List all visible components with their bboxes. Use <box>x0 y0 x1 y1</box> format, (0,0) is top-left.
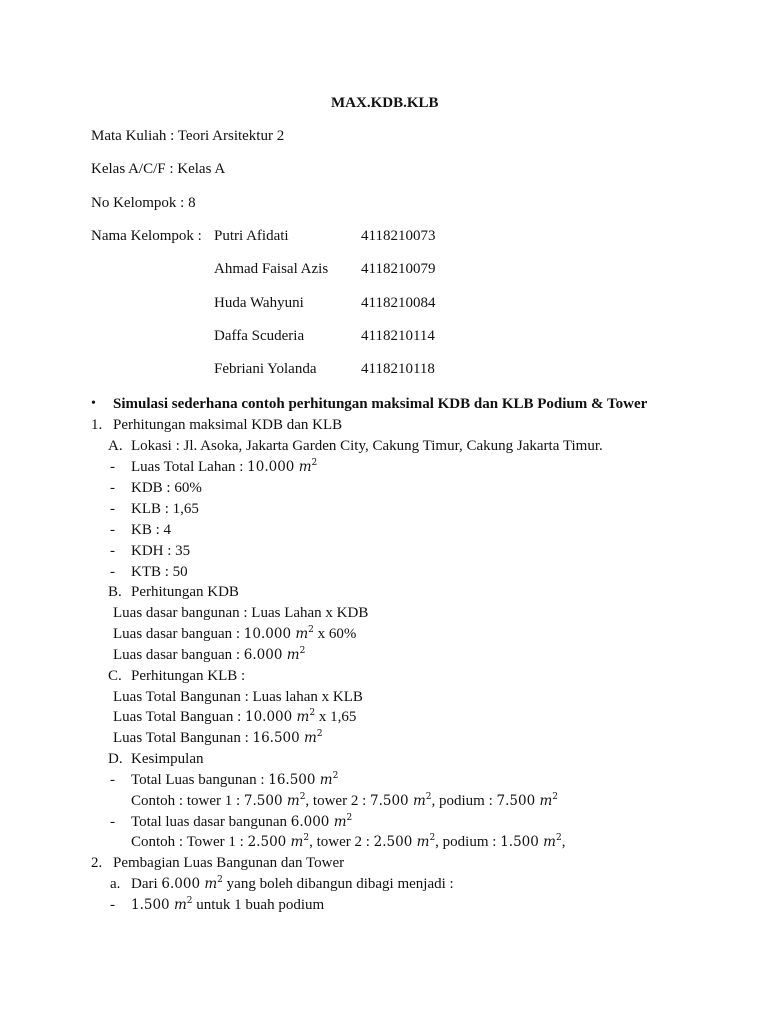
member-name: Febriani Yolanda <box>214 361 317 377</box>
klb-value: KLB : 1,65 <box>131 501 199 517</box>
dash-marker: - <box>110 543 115 559</box>
contoh-luas-dasar: Contoh : Tower 1 : 2.500 $m^2$, tower 2 : 2.500 $m^2$, podium : 1.500 $m^2$, <box>131 833 566 850</box>
member-name: Daffa Scuderia <box>214 328 305 344</box>
member-name: Putri Afidati <box>214 228 289 244</box>
section-title: Perhitungan maksimal KDB dan KLB <box>113 417 343 433</box>
dash-marker: - <box>110 501 115 517</box>
klb-calc: Luas Total Banguan : 10.000 $m^2$ x 1,65 <box>113 708 357 725</box>
list-marker: a. <box>110 876 121 892</box>
member-nim: 4118210118 <box>361 361 435 377</box>
total-luas-dasar: Total luas dasar bangunan 6.000 $m^2$ <box>131 813 353 830</box>
simulation-heading: Simulasi sederhana contoh perhitungan maksimal KDB dan KLB Podium & Tower <box>113 396 648 412</box>
dash-marker: - <box>110 897 115 913</box>
kb-value: KB : 4 <box>131 522 172 538</box>
no-kelompok: No Kelompok : 8 <box>91 195 196 211</box>
section-number: 1. <box>91 417 103 433</box>
luas-total-lahan: Luas Total Lahan : 10.000 $m^2$ <box>131 458 318 475</box>
dash-marker: - <box>110 772 115 788</box>
dash-marker: - <box>110 564 115 580</box>
contoh-total-luas: Contoh : tower 1 : 7.500 $m^2$, tower 2 : 7.500 $m^2$, podium : 7.500 $m^2$ <box>131 792 559 809</box>
bullet-icon: • <box>91 396 96 411</box>
kelas: Kelas A/C/F : Kelas A <box>91 161 226 177</box>
member-name: Ahmad Faisal Azis <box>214 261 329 277</box>
dash-marker: - <box>110 459 115 475</box>
kdh-value: KDH : 35 <box>131 543 191 559</box>
kdb-value: KDB : 60% <box>131 480 202 496</box>
member-nim: 4118210079 <box>361 261 436 277</box>
lokasi-text: Lokasi : Jl. Asoka, Jakarta Garden City, Cakung Timur, Cakung Jakarta Timur. <box>131 438 603 454</box>
pembagian-text: Dari 6.000 $m^2$ yang boleh dibangun dibagi menjadi : <box>131 875 454 892</box>
document-title: MAX.KDB.KLB <box>331 95 439 111</box>
klb-result: Luas Total Bangunan : 16.500 $m^2$ <box>113 729 323 746</box>
list-marker: D. <box>108 751 123 767</box>
nama-kelompok-label: Nama Kelompok : <box>91 228 202 244</box>
dash-marker: - <box>110 480 115 496</box>
section-title: Pembagian Luas Bangunan dan Tower <box>113 855 345 871</box>
dash-marker: - <box>110 814 115 830</box>
section-number: 2. <box>91 855 103 871</box>
kdb-calc: Luas dasar banguan : 10.000 $m^2$ x 60% <box>113 625 357 642</box>
klb-formula: Luas Total Bangunan : Luas lahan x KLB <box>113 689 363 705</box>
kdb-result: Luas dasar banguan : 6.000 $m^2$ <box>113 646 306 663</box>
subsection-title: Perhitungan KLB : <box>131 668 246 684</box>
list-marker: C. <box>108 668 122 684</box>
member-nim: 4118210084 <box>361 295 436 311</box>
mata-kuliah: Mata Kuliah : Teori Arsitektur 2 <box>91 128 285 144</box>
subsection-title: Perhitungan KDB <box>131 584 239 600</box>
subsection-title: Kesimpulan <box>131 751 204 767</box>
member-nim: 4118210073 <box>361 228 436 244</box>
list-marker: B. <box>108 584 122 600</box>
list-marker: A. <box>108 438 123 454</box>
ktb-value: KTB : 50 <box>131 564 188 580</box>
podium-allocation: 1.500 $m^2$ untuk 1 buah podium <box>131 896 325 913</box>
dash-marker: - <box>110 522 115 538</box>
total-luas-bangunan: Total Luas bangunan : 16.500 $m^2$ <box>131 771 339 788</box>
member-name: Huda Wahyuni <box>214 295 304 311</box>
kdb-formula: Luas dasar bangunan : Luas Lahan x KDB <box>113 605 369 621</box>
member-nim: 4118210114 <box>361 328 435 344</box>
